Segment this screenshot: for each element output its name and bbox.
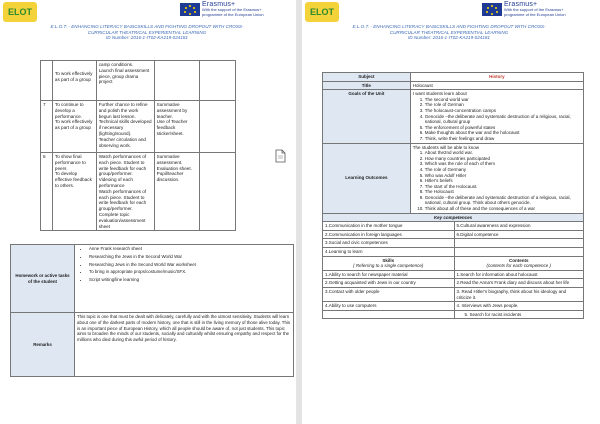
header-line-3: ID Number: 2016-1-IT02-KA219-024181 bbox=[408, 35, 490, 41]
skill-cell bbox=[323, 310, 455, 319]
list-item: • Anne Frank research sheet bbox=[89, 246, 291, 252]
list-item: 1. The second world war bbox=[425, 97, 581, 103]
homework-row bbox=[11, 245, 294, 313]
title-value: Holocaust bbox=[410, 81, 583, 90]
table-row bbox=[323, 222, 584, 231]
svg-text:ELOT: ELOT bbox=[310, 7, 334, 17]
left-page bbox=[0, 0, 296, 424]
svg-text:ELOT: ELOT bbox=[8, 7, 32, 17]
project-header bbox=[12, 24, 282, 41]
key-competences-label: Key competences bbox=[323, 213, 584, 222]
content-cell: 1.Search for information about holocaust bbox=[454, 270, 584, 279]
title-row bbox=[323, 81, 584, 90]
list-item: • Researching the Jews in the Second World War bbox=[89, 254, 291, 260]
competence-cell bbox=[454, 248, 584, 257]
list-item: 1. About the2nd world war. bbox=[425, 150, 581, 156]
table-row bbox=[323, 230, 584, 239]
key-competences-header bbox=[323, 213, 584, 222]
subject-label: Subject bbox=[323, 73, 411, 82]
competence-cell: 3.Social and civic competences bbox=[323, 239, 455, 248]
row-number: 7 bbox=[41, 101, 53, 153]
competence-cell: 4.Learning to learn bbox=[323, 248, 455, 257]
table-row bbox=[41, 101, 236, 153]
contents-label: Contents bbox=[509, 257, 529, 263]
assessment-cell: Summative assessment. Evaluation sheet. Pupil/teacher discussion. bbox=[154, 153, 200, 231]
competence-cell: 2.Communication in foreign languages bbox=[323, 230, 455, 239]
goals-content bbox=[410, 90, 583, 143]
list-item: 8. The Holocaust bbox=[425, 189, 581, 195]
outcomes-list bbox=[413, 150, 581, 212]
list-item: 7. The start of the Holocaust. bbox=[425, 184, 581, 190]
content-cell: 4. Interviews with Jews people. bbox=[454, 302, 584, 311]
skill-cell: 2.Getting acquainted with Jews in our country bbox=[323, 279, 455, 288]
skills-label: Skills bbox=[382, 257, 395, 263]
eu-caption: With the support of the Erasmus+ programme of the European Union bbox=[504, 7, 566, 17]
objective-text: To work effectively as part of a group bbox=[54, 71, 93, 82]
content-cell: 5. Search for racist incidents bbox=[454, 310, 584, 319]
lesson-plan-table bbox=[40, 60, 236, 231]
elot-logo bbox=[3, 2, 37, 22]
content-cell: 2.Read the Anna's Frank diary and discuss about her life bbox=[454, 279, 584, 288]
subject-value: History bbox=[410, 73, 583, 82]
table-row bbox=[323, 248, 584, 257]
competence-cell: 1.Communication in the mother tongue bbox=[323, 222, 455, 231]
goals-list bbox=[413, 97, 581, 142]
document-icon bbox=[273, 149, 287, 163]
assessment-cell: Summative assessment by teacher. Use of Teacher feedback sticker/sheet. bbox=[154, 101, 200, 153]
header-line-1: E.L.O.T. - ENHANCING LITERACY BASICSKILLS AND FIGHTING DROPOUT WITH CROSS- bbox=[352, 24, 546, 29]
activities-text: camp conditions. Launch final assessment piece, group drama project bbox=[98, 62, 150, 85]
list-item: • To bring in appropriate props/costume/music/SFX. bbox=[89, 269, 291, 275]
subject-row bbox=[323, 73, 584, 82]
goals-label: Goals of the Unit bbox=[323, 90, 411, 143]
eu-flag-icon bbox=[482, 3, 502, 16]
competence-cell: 6.Digital competence bbox=[454, 230, 584, 239]
list-item: 5. The enforcement of powerful states bbox=[425, 125, 581, 131]
erasmus-logo bbox=[180, 3, 276, 17]
table-row bbox=[323, 302, 584, 311]
skills-header bbox=[323, 256, 455, 270]
outcomes-row bbox=[323, 143, 584, 213]
contents-header bbox=[454, 256, 584, 270]
header-line-2: CURRICULAR THEATRICAL EXPERIENTIAL LEARNING bbox=[87, 29, 207, 35]
table-row bbox=[323, 288, 584, 302]
content-cell: 3. Read Hitler's biography, think about his ideology and criticize it. bbox=[454, 288, 584, 302]
row-number bbox=[41, 61, 53, 101]
competence-cell: 5.Cultural awareness and expression bbox=[454, 222, 584, 231]
resource-cell bbox=[200, 101, 236, 153]
list-item: 5. Who was Adolf Hitler bbox=[425, 173, 581, 179]
list-item: 2. The role of German bbox=[425, 102, 581, 108]
list-item: 6. Hitler's beliefs bbox=[425, 178, 581, 184]
table-row bbox=[323, 310, 584, 319]
homework-content bbox=[75, 245, 294, 313]
homework-label: Homework or active tasks of the student bbox=[11, 245, 75, 313]
remarks-row bbox=[11, 313, 294, 377]
activities-cell: Further chance to refine and polish the work begun last lesson. Technical skills developed if necessary (lighting/sound). Teacher circulation and observing work. bbox=[96, 101, 154, 153]
list-item: 7. Think, write their feelings and draw bbox=[425, 136, 581, 142]
list-item: 6. Make thoughts about the war and the holocaust bbox=[425, 130, 581, 136]
erasmus-wordmark: Erasmus+ bbox=[202, 1, 236, 8]
list-item: 3. The holocaust-concentration camps bbox=[425, 108, 581, 114]
goals-intro: I want students learn about bbox=[412, 91, 467, 97]
goals-row bbox=[323, 90, 584, 143]
skill-cell: 3.Contact with older people bbox=[323, 288, 455, 302]
title-label: Title bbox=[323, 81, 411, 90]
table-row bbox=[323, 270, 584, 279]
row-number: 8 bbox=[41, 153, 53, 231]
table-row bbox=[41, 153, 236, 231]
eu-flag-icon bbox=[180, 3, 200, 16]
objective-cell: To show final performance to peers To develop effective feedback to others. bbox=[52, 153, 96, 231]
eu-caption: With the support of the Erasmus+ programme of the European Union bbox=[202, 7, 264, 17]
table-row bbox=[323, 239, 584, 248]
list-item: • Script writing/line learning bbox=[89, 277, 291, 283]
competence-cell bbox=[454, 239, 584, 248]
remarks-label: Remarks bbox=[11, 313, 75, 377]
resource-cell bbox=[200, 153, 236, 231]
elot-logo bbox=[305, 2, 339, 22]
list-item: 4. The role of Germany bbox=[425, 167, 581, 173]
list-item: 4. Genocide –the deliberate and systematic destruction of a religious, racial, national, cultural group bbox=[425, 114, 581, 125]
right-page bbox=[302, 0, 598, 424]
remarks-text: This topic is one that must be dealt with delicately, carefully and with the utmost sensitivity. Students will learn about one of the darkest parts of modern history, one that is still in the living memory of those alive today. This is an important piece of European History, which all people should be aware of, not just students. This topic aims to broaden the minds of our students, socially and culturally whilst ensuring empathy and respect for the millions who died during this awful period of history. bbox=[75, 313, 294, 377]
outcomes-label: Learning Outcomes bbox=[323, 143, 411, 213]
list-item: • Researching Jews in the Second World War worksheet bbox=[89, 262, 291, 268]
activities-cell bbox=[96, 61, 154, 101]
homework-remarks-table bbox=[10, 244, 294, 377]
activities-cell: Watch performances of each piece. Student to write feedback for each group/performer. Videoing of each performance Watch performances of each piece. Student to write feedback for each group/performer. Complete topic evaluation/assessment sheet bbox=[96, 153, 154, 231]
table-row bbox=[41, 61, 236, 101]
contents-sub: (contents for each competence ) bbox=[486, 263, 552, 269]
header-line-2: CURRICULAR THEATRICAL EXPERIENTIAL LEARNING bbox=[389, 29, 509, 35]
objective-cell: To continue to develop a performance. To work effectively as part of a group bbox=[52, 101, 96, 153]
objective-cell bbox=[52, 61, 96, 101]
outcomes-content bbox=[410, 143, 583, 213]
skill-cell: 1.Ability to search for newspaper material bbox=[323, 270, 455, 279]
list-item: 9. Genocide –the deliberate and systematic destruction of a religious, racial, national, cultural group. Think about others genocide. bbox=[425, 195, 581, 206]
list-item: 10. Think about all of these and the consequences of a war bbox=[425, 206, 581, 212]
project-header bbox=[314, 24, 584, 41]
skills-sub: ( Referring to a single competence) bbox=[353, 263, 424, 269]
resource-cell bbox=[200, 61, 236, 101]
homework-list bbox=[77, 246, 291, 283]
assessment-cell bbox=[154, 61, 200, 101]
header-line-3: ID Number: 2016-1-IT02-KA219-024181 bbox=[106, 35, 188, 41]
table-row bbox=[323, 279, 584, 288]
list-item: 2. How many countries participated bbox=[425, 156, 581, 162]
erasmus-wordmark: Erasmus+ bbox=[504, 1, 538, 8]
unit-plan-table bbox=[322, 72, 584, 319]
outcomes-intro: The students will be able to know bbox=[412, 144, 479, 150]
erasmus-logo bbox=[482, 3, 578, 17]
skill-cell: 4.Ability to use computers bbox=[323, 302, 455, 311]
header-line-1: E.L.O.T. - ENHANCING LITERACY BASICSKILLS AND FIGHTING DROPOUT WITH CROSS- bbox=[50, 24, 244, 29]
skills-header-row bbox=[323, 256, 584, 270]
list-item: 3. Which was the role of each of them bbox=[425, 161, 581, 167]
